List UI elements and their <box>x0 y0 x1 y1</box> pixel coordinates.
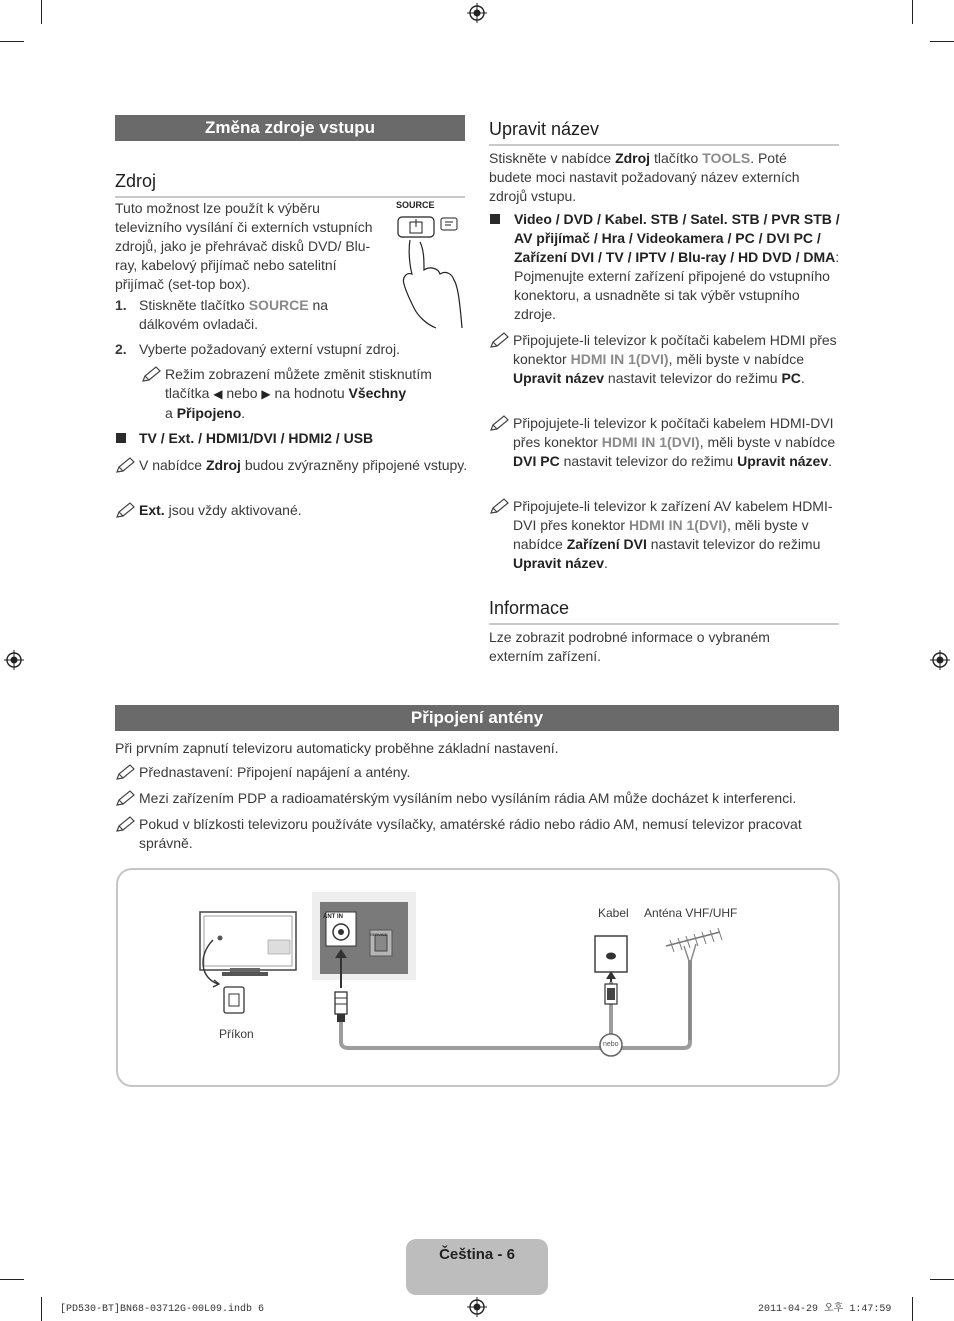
crop-mark <box>930 41 954 42</box>
crop-mark <box>0 1279 24 1280</box>
note-pencil-icon <box>489 331 511 349</box>
file-info: [PD530-BT]BN68-03712G-00L09.indb 6 <box>60 1304 265 1315</box>
remote-hand-icon <box>396 212 466 330</box>
heading-zdroj: Zdroj <box>115 170 465 198</box>
upravit-nazev-intro: Stiskněte v nabídce Zdroj tlačítko TOOLS. Poté budete moci nastavit požadovaný název externích zdrojů vstupu. <box>489 150 800 204</box>
antenna-note-3: Pokud v blízkosti televizoru používáte vysílačky, amatérské rádio nebo rádio AM, nemusí televizor pracovat správně. <box>115 815 839 853</box>
crop-mark <box>912 0 913 24</box>
or-label: nebo <box>603 1041 619 1048</box>
registration-mark-icon <box>930 650 950 670</box>
section-bar-pripojeni-anteny: Připojení antény <box>115 705 839 731</box>
note-pencil-icon <box>115 815 137 833</box>
crop-mark <box>41 1297 42 1321</box>
remote-source-label: SOURCE <box>396 200 435 210</box>
step-number: 1. <box>115 297 127 313</box>
ant-in-port-label: ANT IN <box>323 914 343 920</box>
registration-mark-icon <box>467 3 487 23</box>
step-2-text: Vyberte požadovaný externí vstupní zdroj. <box>139 341 400 357</box>
antenna-intro: Při prvním zapnutí televizoru automaticky proběhne základní nastavení. <box>115 740 559 756</box>
note-pencil-icon <box>115 789 137 807</box>
antenna-note-1: Přednastavení: Připojení napájení a antény. <box>115 763 839 782</box>
step-1-text: Stiskněte tlačítko SOURCE na dálkovém ovladači. <box>139 297 329 332</box>
informace-text: Lze zobrazit podrobné informace o vybraném externím zařízení. <box>489 629 770 664</box>
registration-mark-icon <box>467 1297 487 1317</box>
page-number-tab <box>406 1239 548 1295</box>
antenna-connection-diagram <box>116 868 840 1087</box>
crop-mark <box>912 1297 913 1321</box>
upravit-note-2: Připojujete-li televizor k počítači kabelem HDMI-DVI přes konektor HDMI IN 1(DVI), měli byste v nabídce DVI PC nastavit televizor do režimu Upravit název. <box>489 414 839 471</box>
step-number: 2. <box>115 341 127 357</box>
right-arrow-icon: ▶ <box>261 387 271 401</box>
note-pencil-icon <box>489 497 511 515</box>
power-label: Příkon <box>219 1027 254 1041</box>
name-options: Video / DVD / Kabel. STB / Satel. STB / PVR STB / AV přijímač / Hra / Videokamera / PC / DVI PC / Zařízení DVI / TV / IPTV / Blu-ray / HD DVD / DMA: Pojmenujte externí zařízení připojené do vstupního konektoru, a usnadněte si tak výběr vstupního zdroje. <box>514 211 840 322</box>
source-list: TV / Ext. / HDMI1/DVI / HDMI2 / USB <box>139 430 374 446</box>
source-key-label: SOURCE <box>248 297 309 313</box>
section-bar-zmena-zdroje: Změna zdroje vstupu <box>115 115 465 141</box>
remote-hand-illustration <box>396 200 466 332</box>
date-info: 2011-04-29 오후 1:47:59 <box>758 1304 892 1315</box>
crop-mark <box>930 1279 954 1280</box>
note-pencil-icon <box>115 456 137 474</box>
zdroj-intro: Tuto možnost lze použít k výběru televizního vysílání či externích vstupních zdrojů, jako je přehrávač disků DVD/ Blu-ray, kabelový přijímač nebo satelitní přijímač (set-top box). <box>115 200 373 292</box>
note-pencil-icon <box>489 414 511 432</box>
zdroj-note-2: Ext. jsou vždy aktivované. <box>115 501 469 520</box>
connection-diagram-drawing <box>118 870 838 1085</box>
tools-key-label: TOOLS <box>702 150 751 166</box>
page-number: Čeština - 6 <box>439 1246 515 1263</box>
cable-label: Kabel <box>598 906 629 920</box>
note-pencil-icon <box>115 501 137 519</box>
antenna-vhf-uhf-label: Anténa VHF/UHF <box>644 906 738 920</box>
upravit-note-3: Připojujete-li televizor k zařízení AV kabelem HDMI-DVI přes konektor HDMI IN 1(DVI), měli byste v nabídce Zařízení DVI nastavit televizor do režimu Upravit název. <box>489 497 841 573</box>
antenna-note-2: Mezi zařízením PDP a radioamatérským vysíláním nebo vysíláním rádia AM může docházet k interferenci. <box>115 789 849 808</box>
heading-informace: Informace <box>489 597 839 625</box>
step-2-note: Režim zobrazení můžete změnit stisknutím tlačítka ◀ nebo ▶ na hodnotu Všechny a Připojeno. <box>141 365 465 423</box>
registration-mark-icon <box>4 650 24 670</box>
crop-mark <box>0 41 24 42</box>
left-arrow-icon: ◀ <box>213 387 223 401</box>
crop-mark <box>41 0 42 24</box>
bullet-square-icon <box>490 214 500 224</box>
note-pencil-icon <box>141 365 163 383</box>
zdroj-note-1: V nabídce Zdroj budou zvýrazněny připojené vstupy. <box>115 456 469 475</box>
note-pencil-icon <box>115 763 137 781</box>
bullet-square-icon <box>116 433 126 443</box>
heading-upravit-nazev: Upravit název <box>489 118 839 146</box>
service-port-label: SERVICE <box>370 932 388 937</box>
upravit-note-1: Připojujete-li televizor k počítači kabelem HDMI přes konektor HDMI IN 1(DVI), měli byste v nabídce Upravit název nastavit televizor do režimu PC. <box>489 331 839 388</box>
